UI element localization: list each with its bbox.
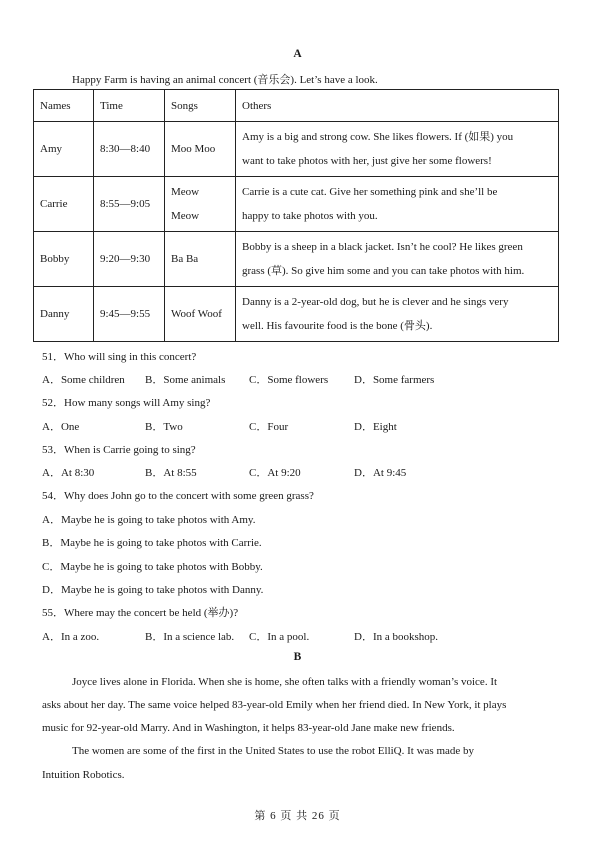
- cell-songs: [165, 177, 236, 232]
- question-51: 51．Who will sing in this concert?: [42, 351, 197, 363]
- option-a: A．Maybe he is going to take photos with Amy.: [42, 514, 256, 526]
- section-b-title: B: [293, 651, 302, 663]
- cell-others: [236, 232, 559, 287]
- cell-time: 8:55—9:05: [94, 177, 165, 232]
- question-54: 54．Why does John go to the concert with some green grass?: [42, 490, 314, 502]
- cell-time: 9:20—9:30: [94, 232, 165, 287]
- option-c: C．Maybe he is going to take photos with Bobby.: [42, 561, 263, 573]
- option-d: D．In a bookshop.: [354, 631, 439, 643]
- option-a: A．In a zoo.: [42, 631, 100, 643]
- option-a: A．One: [42, 421, 80, 433]
- option-b: B．Some animals: [145, 374, 226, 386]
- option-b: B．At 8:55: [145, 467, 197, 479]
- others-line: grass (草). So give him some and you can take photos with him.: [242, 265, 525, 277]
- section-a-intro: Happy Farm is having an animal concert (音乐会). Let’s have a look.: [72, 74, 378, 86]
- paragraph-line: Intuition Robotics.: [42, 769, 125, 781]
- option-a: A．At 8:30: [42, 467, 95, 479]
- paragraph-line: Joyce lives alone in Florida. When she is home, she often talks with a friendly woman’s voice. It: [72, 676, 498, 688]
- table-row: [34, 232, 559, 287]
- header-time: Time: [94, 90, 165, 122]
- table-row: [34, 122, 559, 177]
- others-line: Amy is a big and strong cow. She likes flowers. If (如果) you: [242, 131, 514, 143]
- others-line: Bobby is a sheep in a black jacket. Isn’t he cool? He likes green: [242, 241, 523, 253]
- question-52: 52．How many songs will Amy sing?: [42, 397, 211, 409]
- cell-time: 9:45—9:55: [94, 287, 165, 342]
- option-c: C．In a pool.: [249, 631, 310, 643]
- cell-name: Carrie: [34, 177, 94, 232]
- option-b: B．Maybe he is going to take photos with Carrie.: [42, 537, 262, 549]
- question-55: 55．Where may the concert be held (举办)?: [42, 607, 239, 619]
- cell-songs: [165, 287, 236, 342]
- option-c: C．At 9:20: [249, 467, 301, 479]
- song-line: Moo Moo: [171, 143, 216, 155]
- cell-name: Bobby: [34, 232, 94, 287]
- paragraph-line: The women are some of the first in the United States to use the robot ElliQ. It was made by: [72, 745, 475, 757]
- cell-name: Amy: [34, 122, 94, 177]
- paragraph-line: asks about her day. The same voice helped 83-year-old Emily when her friend died. In New York, it plays: [42, 699, 507, 711]
- cell-others: [236, 287, 559, 342]
- song-line: Meow: [171, 186, 200, 198]
- cell-others: [236, 177, 559, 232]
- table-row: [34, 177, 559, 232]
- option-d: D．Eight: [354, 421, 397, 433]
- option-c: C．Four: [249, 421, 289, 433]
- others-line: Carrie is a cute cat. Give her something pink and she’ll be: [242, 186, 498, 198]
- song-line: Woof Woof: [171, 308, 222, 320]
- table-header-row: [34, 90, 559, 122]
- option-b: B．In a science lab.: [145, 631, 235, 643]
- others-line: want to take photos with her, just give her some flowers!: [242, 155, 492, 167]
- cell-name: Danny: [34, 287, 94, 342]
- header-songs: Songs: [165, 90, 236, 122]
- paragraph-line: music for 92-year-old Marry. And in Washington, it helps 83-year-old Jane make new friends.: [42, 722, 455, 734]
- header-others: Others: [236, 90, 559, 122]
- table-row: [34, 287, 559, 342]
- cell-songs: [165, 122, 236, 177]
- option-b: B．Two: [145, 421, 183, 433]
- others-line: Danny is a 2-year-old dog, but he is clever and he sings very: [242, 296, 509, 308]
- cell-time: 8:30—8:40: [94, 122, 165, 177]
- cell-songs: [165, 232, 236, 287]
- song-line: Meow: [171, 210, 200, 222]
- cell-others: [236, 122, 559, 177]
- song-line: Ba Ba: [171, 253, 199, 265]
- option-a: A．Some children: [42, 374, 125, 386]
- section-a-title: A: [293, 48, 302, 60]
- others-line: happy to take photos with you.: [242, 210, 378, 222]
- concert-table: [33, 89, 559, 342]
- option-d: D．Some farmers: [354, 374, 435, 386]
- option-d: D．Maybe he is going to take photos with Danny.: [42, 584, 264, 596]
- header-names: Names: [34, 90, 94, 122]
- option-d: D．At 9:45: [354, 467, 407, 479]
- others-line: well. His favourite food is the bone (骨头).: [242, 320, 433, 332]
- question-53: 53．When is Carrie going to sing?: [42, 444, 196, 456]
- option-c: C．Some flowers: [249, 374, 329, 386]
- page-footer: 第 6 页 共 26 页: [254, 810, 341, 822]
